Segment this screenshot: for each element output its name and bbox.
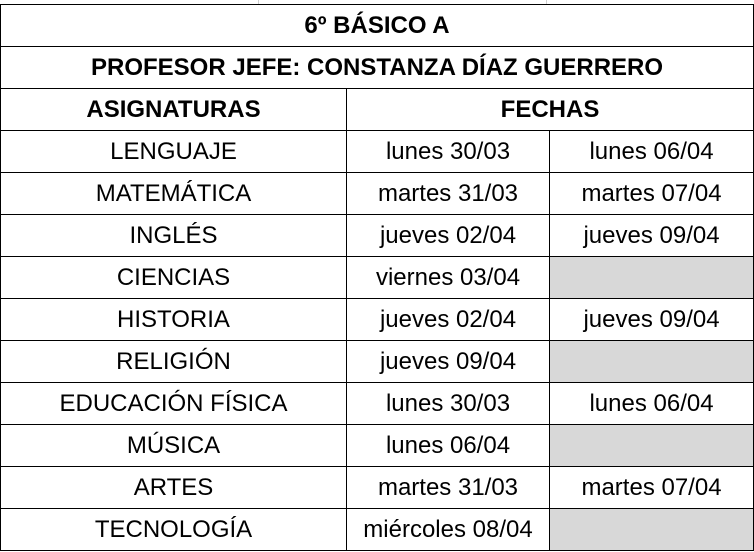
date-cell-2: martes 07/04 bbox=[550, 173, 754, 215]
date-cell-2: lunes 06/04 bbox=[550, 131, 754, 173]
date-cell-1: jueves 02/04 bbox=[347, 215, 550, 257]
date-cell-2: jueves 09/04 bbox=[550, 215, 754, 257]
date-cell-1: jueves 09/04 bbox=[347, 341, 550, 383]
subject-cell: ARTES bbox=[1, 467, 347, 509]
header-row bbox=[1, 89, 754, 131]
date-cell-1: miércoles 08/04 bbox=[347, 509, 550, 551]
table-row bbox=[1, 299, 754, 341]
empty-date-cell bbox=[550, 257, 754, 299]
subjects-header: ASIGNATURAS bbox=[1, 89, 347, 131]
date-cell-1: viernes 03/04 bbox=[347, 257, 550, 299]
subject-cell: RELIGIÓN bbox=[1, 341, 347, 383]
empty-date-cell bbox=[550, 341, 754, 383]
date-cell-2: jueves 09/04 bbox=[550, 299, 754, 341]
subject-cell: MATEMÁTICA bbox=[1, 173, 347, 215]
date-cell-1: lunes 06/04 bbox=[347, 425, 550, 467]
head-teacher: PROFESOR JEFE: CONSTANZA DÍAZ GUERRERO bbox=[1, 47, 754, 89]
table-row bbox=[1, 341, 754, 383]
table-row bbox=[1, 131, 754, 173]
subject-cell: TECNOLOGÍA bbox=[1, 509, 347, 551]
dates-header: FECHAS bbox=[347, 89, 754, 131]
table-row bbox=[1, 383, 754, 425]
subject-cell: INGLÉS bbox=[1, 215, 347, 257]
schedule-table bbox=[0, 4, 754, 551]
table-row bbox=[1, 509, 754, 551]
date-cell-1: jueves 02/04 bbox=[347, 299, 550, 341]
empty-date-cell bbox=[550, 509, 754, 551]
teacher-row bbox=[1, 47, 754, 89]
table-row bbox=[1, 173, 754, 215]
subject-cell: HISTORIA bbox=[1, 299, 347, 341]
subject-cell: CIENCIAS bbox=[1, 257, 347, 299]
subject-cell: MÚSICA bbox=[1, 425, 347, 467]
date-cell-2: martes 07/04 bbox=[550, 467, 754, 509]
table-row bbox=[1, 257, 754, 299]
date-cell-1: martes 31/03 bbox=[347, 467, 550, 509]
date-cell-2: lunes 06/04 bbox=[550, 383, 754, 425]
table-row bbox=[1, 467, 754, 509]
subject-cell: EDUCACIÓN FÍSICA bbox=[1, 383, 347, 425]
date-cell-1: lunes 30/03 bbox=[347, 383, 550, 425]
date-cell-1: lunes 30/03 bbox=[347, 131, 550, 173]
table-row bbox=[1, 425, 754, 467]
class-title: 6º BÁSICO A bbox=[1, 5, 754, 47]
table-row bbox=[1, 215, 754, 257]
schedule-rows bbox=[1, 131, 754, 551]
title-row bbox=[1, 5, 754, 47]
empty-date-cell bbox=[550, 425, 754, 467]
subject-cell: LENGUAJE bbox=[1, 131, 347, 173]
date-cell-1: martes 31/03 bbox=[347, 173, 550, 215]
